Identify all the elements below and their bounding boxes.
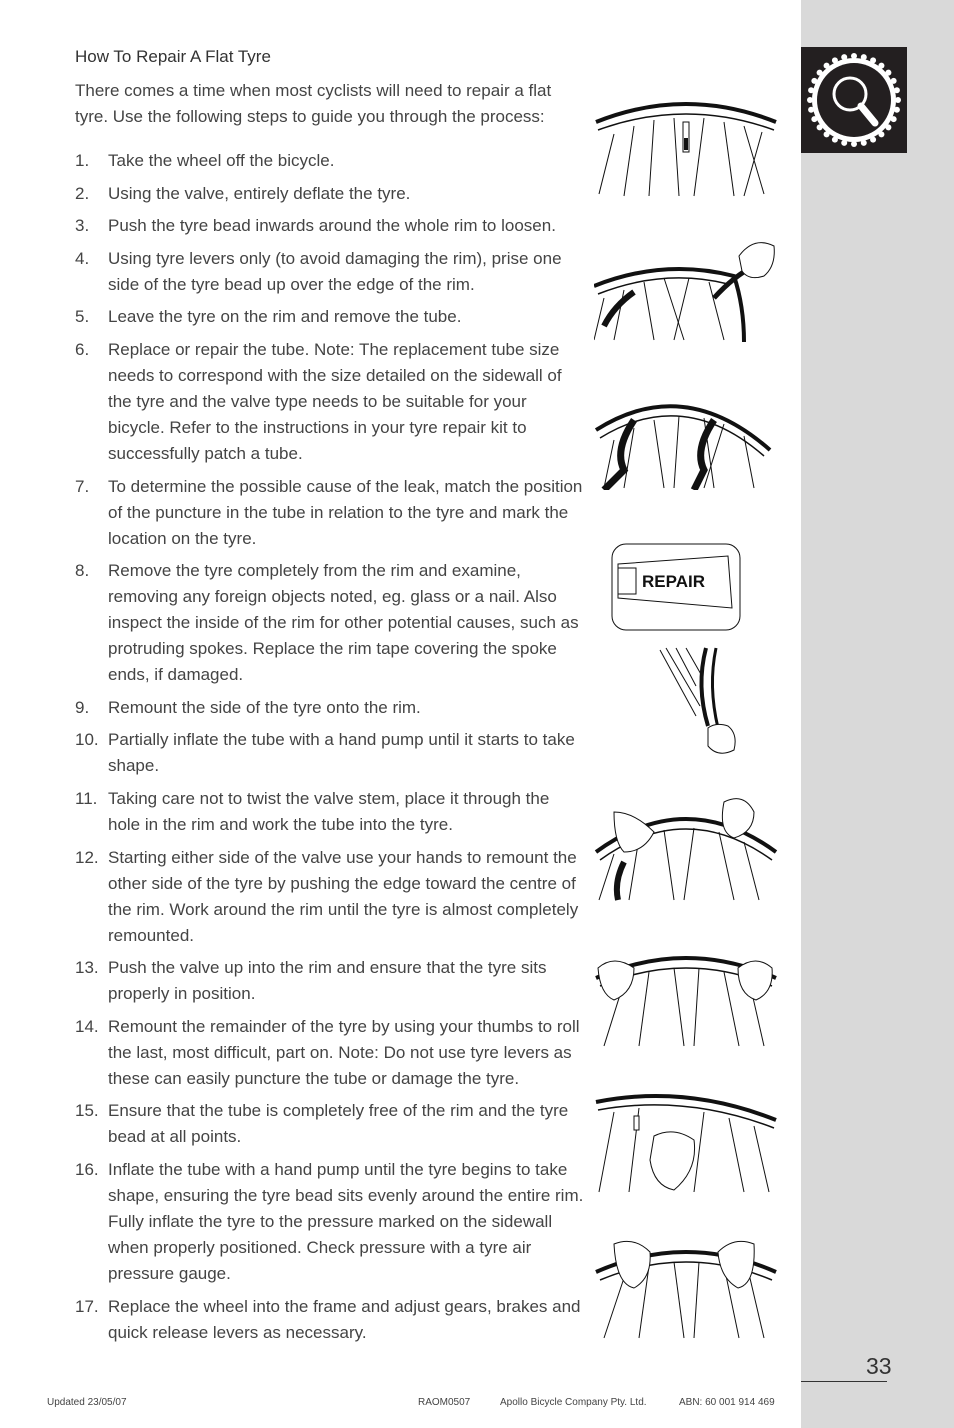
side-panel	[801, 0, 954, 1428]
step-item	[75, 1098, 585, 1150]
wheel-valve-illustration	[594, 94, 778, 198]
step-item	[75, 955, 585, 1007]
step-text: Remount the remainder of the tyre by using your thumbs to roll the last, most difficult, part on. Note: Do not use tyre levers as these can easily puncture the tube or damage the tyre.	[108, 1016, 580, 1088]
step-item	[75, 213, 585, 239]
step-number: 17.	[75, 1296, 99, 1316]
section-heading: How To Repair A Flat Tyre	[75, 47, 271, 66]
step-text: Using the valve, entirely deflate the tyre.	[108, 183, 411, 203]
step-item	[75, 1014, 585, 1092]
step-number: 16.	[75, 1159, 99, 1179]
step-text: Leave the tyre on the rim and remove the tube.	[108, 307, 462, 327]
step-item	[75, 304, 585, 330]
step-number: 9.	[75, 697, 90, 717]
thumb-remount-illustration	[594, 1238, 778, 1340]
page-number: 33	[866, 1353, 892, 1379]
step-number: 3.	[75, 216, 90, 236]
step-item	[75, 558, 585, 688]
footer-updated: Updated 23/05/07	[47, 1397, 127, 1408]
step-text: Ensure that the tube is completely free of the rim and the tyre bead at all points.	[108, 1101, 569, 1147]
step-number: 12.	[75, 847, 99, 867]
step-text: Replace or repair the tube. Note: The replacement tube size needs to correspond with the size detailed on the sidewall of the tyre and the valve type needs to be suitable for your bicycle. Refer to the instructions in your tyre repair kit to successfully patch a tube.	[108, 339, 562, 463]
footer-abn: ABN: 60 001 914 469	[679, 1397, 775, 1408]
step-text: Partially inflate the tube with a hand pump until it starts to take shape.	[108, 730, 575, 776]
step-item	[75, 1157, 585, 1287]
step-item	[75, 148, 585, 174]
step-number: 14.	[75, 1016, 99, 1036]
tube-removal-illustration	[594, 390, 778, 490]
step-item	[75, 474, 585, 552]
step-number: 8.	[75, 561, 90, 581]
step-item	[75, 1294, 585, 1346]
step-number: 7.	[75, 476, 90, 496]
step-text: Push the tyre bead inwards around the whole rim to loosen.	[108, 216, 556, 236]
intro-paragraph: There comes a time when most cyclists will need to repair a flat tyre. Use the following steps to guide you through the process:	[75, 81, 552, 126]
step-number: 1.	[75, 151, 90, 170]
step-item	[75, 246, 585, 298]
repair-steps-list	[75, 148, 585, 1352]
footer-company: Apollo Bicycle Company Pty. Ltd.	[500, 1397, 647, 1408]
tyre-inspection-illustration	[656, 646, 742, 758]
step-item	[75, 727, 585, 779]
step-item	[75, 181, 585, 207]
magnifier-gear-icon	[801, 47, 907, 153]
step-item	[75, 337, 585, 467]
step-number: 15.	[75, 1101, 99, 1121]
step-number: 6.	[75, 339, 90, 359]
repair-kit-illustration	[610, 542, 744, 634]
section-badge	[801, 47, 907, 153]
tyre-remount-illustration	[594, 948, 778, 1048]
step-number: 11.	[75, 788, 98, 808]
step-text: Starting either side of the valve use your hands to remount the other side of the tyre by pushing the edge toward the centre of the rim. Work around the rim until the tyre is almost completely remounted.	[108, 847, 579, 945]
step-text: Take the wheel off the bicycle.	[108, 151, 335, 170]
step-number: 2.	[75, 183, 90, 203]
step-item	[75, 786, 585, 838]
step-text: Inflate the tube with a hand pump until the tyre begins to take shape, ensuring the tyre bead sits evenly around the entire rim. Fully inflate the tyre to the pressure marked on the sidewall when properly positioned. Check pressure with a tyre air pressure gauge.	[108, 1159, 584, 1283]
footer-code: RAOM0507	[418, 1397, 471, 1408]
valve-push-illustration	[594, 1090, 778, 1194]
step-item	[75, 695, 585, 721]
step-text: Push the valve up into the rim and ensure that the tyre sits properly in position.	[108, 958, 547, 1004]
step-number: 4.	[75, 248, 90, 268]
step-text: Using tyre levers only (to avoid damaging the rim), prise one side of the tyre bead up over the edge of the rim.	[108, 248, 562, 294]
step-number: 13.	[75, 958, 99, 978]
step-text: To determine the possible cause of the leak, match the position of the puncture in the tube in relation to the tyre and mark the location on the tyre.	[108, 476, 583, 548]
tube-insertion-illustration	[594, 792, 778, 902]
step-text: Taking care not to twist the valve stem, place it through the hole in the rim and work the tube into the tyre.	[108, 788, 550, 834]
step-number: 10.	[75, 730, 99, 750]
step-item	[75, 845, 585, 949]
step-text: Replace the wheel into the frame and adjust gears, brakes and quick release levers as necessary.	[108, 1296, 581, 1342]
step-text: Remount the side of the tyre onto the rim.	[108, 697, 421, 717]
repair-tube-label: REPAIR	[642, 572, 705, 591]
step-text: Remove the tyre completely from the rim and examine, removing any foreign objects noted, eg. glass or a nail. Also inspect the inside of the rim for other potential causes, such as protruding spokes. Replace the rim tape covering the spoke ends, if damaged.	[108, 561, 579, 685]
page-number-rule	[801, 1381, 887, 1382]
tyre-lever-illustration	[594, 236, 778, 342]
step-number: 5.	[75, 307, 90, 327]
